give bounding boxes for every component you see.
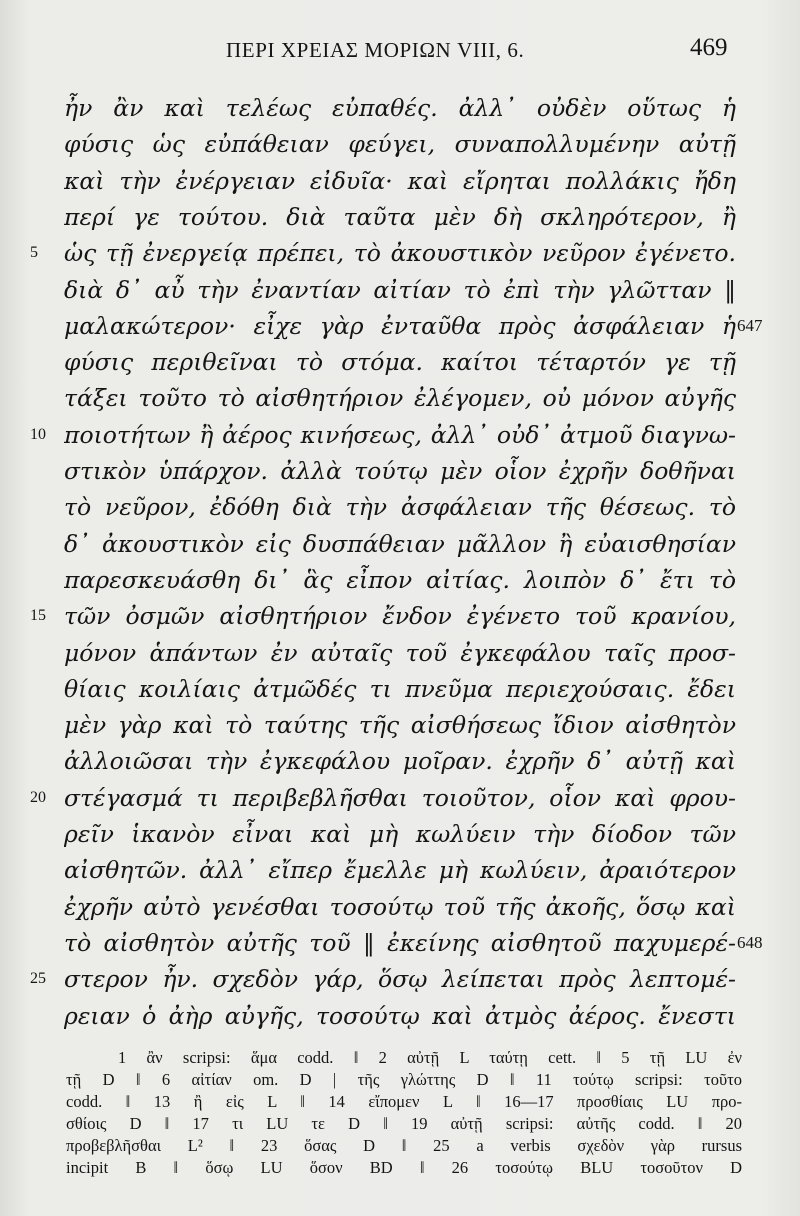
line-text: τῶν ὀσμῶν αἰσθητήριον ἔνδον ἐγένετο τοῦ κρανίου, <box>64 602 736 631</box>
line-number: 25 <box>30 970 46 988</box>
line-text: θίαις κοιλίαις ἀτμῶδές τι πνεῦμα περιεχούσαις. ἔδει <box>64 674 736 703</box>
line-text: ἦν ἂν καὶ τελέως εὐπαθές. ἀλλ᾽ οὐδὲν οὕτως ἡ <box>64 94 736 122</box>
footnote-line: προβεβλῆσθαι L² ‖ 23 ὅσας D ‖ 25 a verbis σχεδὸν γὰρ rursus <box>66 1136 742 1155</box>
critical-apparatus <box>66 1047 742 1179</box>
page-number: 469 <box>690 34 728 61</box>
text-line <box>0 199 800 235</box>
line-text: φύσις περιθεῖναι τὸ στόμα. καίτοι τέταρτόν γε τῇ <box>64 348 736 377</box>
text-line <box>0 635 800 671</box>
text-line <box>0 453 800 489</box>
line-text: αἰσθητῶν. ἀλλ᾽ εἴπερ ἔμελλε μὴ κωλύειν, ἀραιότερον <box>64 856 736 885</box>
line-text: μὲν γὰρ καὶ τὸ ταύτης τῆς αἰσθήσεως ἴδιον αἰσθητὸν <box>64 711 736 740</box>
text-line <box>0 308 800 344</box>
line-text: ὡς τῇ ἐνεργείᾳ πρέπει, τὸ ἀκουστικὸν νεῦρον ἐγένετο. <box>64 239 736 268</box>
line-text: ποιοτήτων ἢ ἀέρος κινήσεως, ἀλλ᾽ οὐδ᾽ ἀτμοῦ διαγνω- <box>64 420 736 449</box>
line-text: στέγασμά τι περιβεβλῆσθαι τοιοῦτον, οἷον καὶ φρου- <box>64 783 736 812</box>
line-text: διὰ δ᾽ αὖ τὴν ἐναντίαν αἰτίαν τὸ ἐπὶ τὴν γλῶτταν ‖ <box>64 275 736 304</box>
text-line <box>0 344 800 380</box>
text-line <box>0 126 800 162</box>
footnote-line: τῇ D ‖ 6 αἰτίαν om. D | τῆς γλώττης D ‖ 11 τούτῳ scripsi: τοῦτο <box>66 1070 742 1089</box>
line-text: παρεσκευάσθη δι᾽ ἃς εἶπον αἰτίας. λοιπὸν δ᾽ ἔτι τὸ <box>64 565 736 594</box>
text-line <box>0 707 800 743</box>
running-header <box>0 32 800 72</box>
line-text: ρειαν ὁ ἀὴρ αὐγῆς, τοσούτῳ καὶ ἀτμὸς ἀέρος. ἔνεστι <box>64 1001 736 1030</box>
text-line <box>0 562 800 598</box>
footnote-line: codd. ‖ 13 ἢ εἰς L ‖ 14 εἴπομεν L ‖ 16—17 προσθίαις LU προ- <box>66 1092 742 1111</box>
footnote-line: 1 ἂν scripsi: ἅμα codd. ‖ 2 αὐτῇ L ταύτῃ cett. ‖ 5 τῇ LU ἐν <box>118 1048 742 1067</box>
footnote-line: incipit B ‖ ὅσῳ LU ὅσον BD ‖ 26 τοσούτῳ BLU τοσοῦτον D <box>66 1158 742 1177</box>
line-text: φύσις ὡς εὐπάθειαν φεύγει, συναπολλυμένην αὐτῇ <box>64 130 736 159</box>
text-line <box>0 852 800 888</box>
footnote-line: σθίοις D ‖ 17 τι LU τε D ‖ 19 αὐτῇ scripsi: αὐτῆς codd. ‖ 20 <box>66 1114 742 1133</box>
line-text: δ᾽ ἀκουστικὸν εἰς δυσπάθειαν μᾶλλον ἢ εὐαισθησίαν <box>64 529 736 558</box>
text-line <box>0 671 800 707</box>
text-line <box>0 998 800 1034</box>
text-line <box>0 163 800 199</box>
text-line <box>0 526 800 562</box>
line-number: 5 <box>30 244 38 262</box>
running-title: ΠΕΡΙ ΧΡΕΙΑΣ ΜΟΡΙΩΝ VIII, 6. <box>226 38 525 62</box>
text-line <box>0 961 800 997</box>
line-text: τὸ νεῦρον, ἐδόθη διὰ τὴν ἀσφάλειαν τῆς θέσεως. τὸ <box>64 493 736 522</box>
line-text: καὶ τὴν ἐνέργειαν εἰδυῖα· καὶ εἴρηται πολλάκις ἤδη <box>64 166 736 195</box>
text-line <box>0 489 800 525</box>
line-text: ρεῖν ἱκανὸν εἶναι καὶ μὴ κωλύειν τὴν δίοδον τῶν <box>64 820 736 848</box>
margin-page-reference: 648 <box>737 932 763 952</box>
line-text: περί γε τούτου. διὰ ταῦτα μὲν δὴ σκληρότερον, ἢ <box>64 202 736 231</box>
text-line <box>0 598 800 634</box>
line-number: 10 <box>30 425 46 443</box>
line-text: μόνον ἁπάντων ἐν αὐταῖς τοῦ ἐγκεφάλου ταῖς προσ- <box>64 638 736 667</box>
line-text: στικὸν ὑπάρχον. ἀλλὰ τούτῳ μὲν οἷον ἐχρῆν δοθῆναι <box>64 457 736 485</box>
line-text: ἐχρῆν αὐτὸ γενέσθαι τοσούτῳ τοῦ τῆς ἀκοῆς, ὅσῳ καὶ <box>64 892 736 921</box>
margin-page-reference: 647 <box>737 315 763 335</box>
line-text: ἀλλοιῶσαι τὴν ἐγκεφάλου μοῖραν. ἐχρῆν δ᾽ αὐτῇ καὶ <box>64 747 736 776</box>
line-text: στερον ἦν. σχεδὸν γάρ, ὅσῳ λείπεται πρὸς λεπτομέ- <box>64 965 736 994</box>
text-line <box>0 272 800 308</box>
text-line <box>0 925 800 961</box>
line-number: 20 <box>30 788 46 806</box>
text-line <box>0 816 800 852</box>
line-text: τὸ αἰσθητὸν αὐτῆς τοῦ ‖ ἐκείνης αἰσθητοῦ παχυμερέ- <box>64 928 736 957</box>
text-line <box>0 380 800 416</box>
line-text: τάξει τοῦτο τὸ αἰσθητήριον ἐλέγομεν, οὐ μόνον αὐγῆς <box>64 384 736 413</box>
text-line <box>0 889 800 925</box>
line-number: 15 <box>30 607 46 625</box>
text-line <box>0 780 800 816</box>
text-line <box>0 235 800 271</box>
line-text: μαλακώτερον· εἶχε γὰρ ἐνταῦθα πρὸς ἀσφάλειαν ἡ <box>64 311 736 340</box>
text-line <box>0 417 800 453</box>
text-line <box>0 743 800 779</box>
text-line <box>0 90 800 126</box>
